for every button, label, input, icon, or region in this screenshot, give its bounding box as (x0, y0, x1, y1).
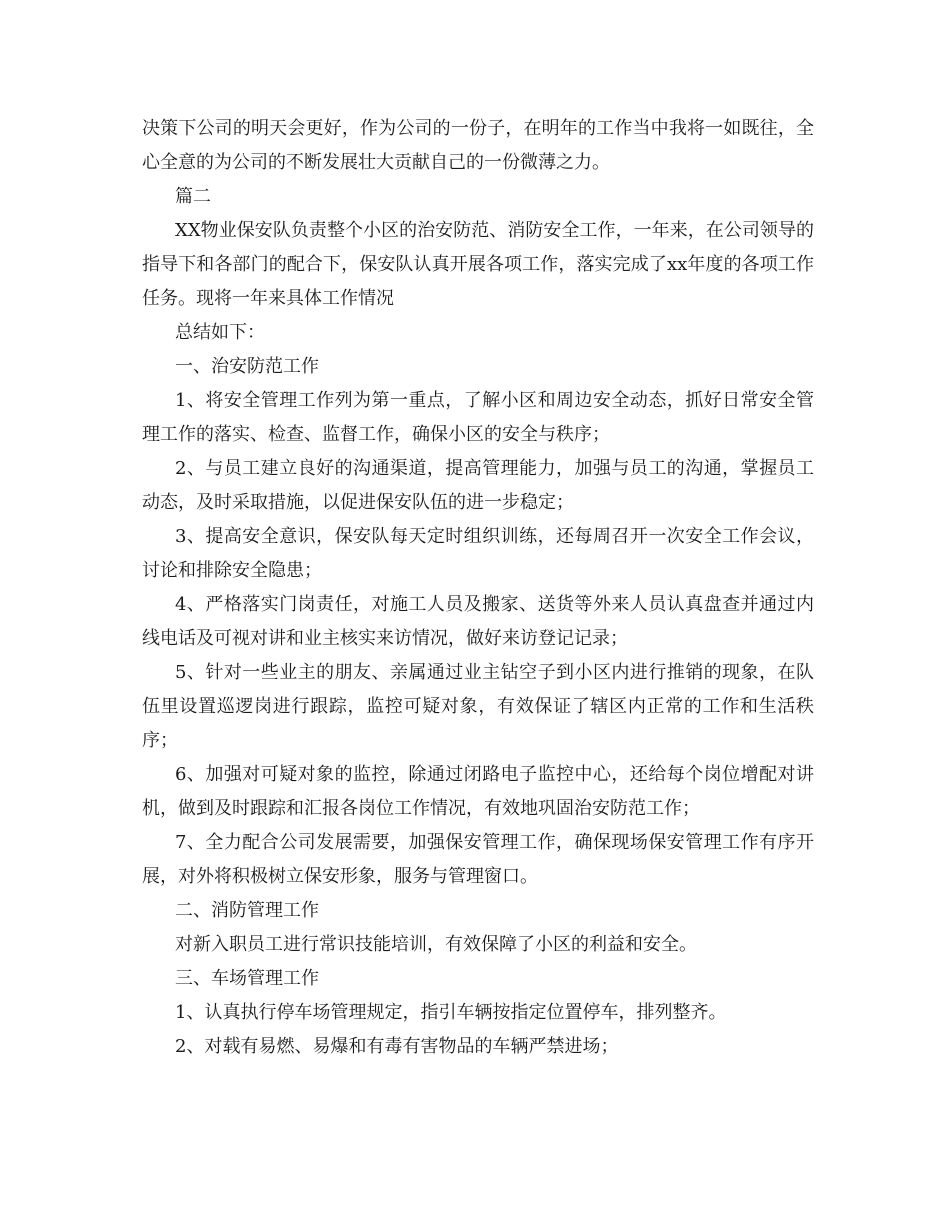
section-heading-part-two: 篇二 (175, 186, 211, 207)
list-item-parking-2: 2、对载有易燃、易爆和有毒有害物品的车辆严禁进场； (175, 1036, 619, 1057)
paragraph-overview: XX物业保安队负责整个小区的治安防范、消防安全工作，一年来，在公司领导的指导下和各部门的配合下，保安队认真开展各项工作，落实完成了xx年度的各项工作任务。现将一年来具体工作情况 (142, 220, 814, 309)
heading-fire-safety: 二、消防管理工作 (175, 900, 319, 921)
list-item-security-4: 4、严格落实门岗责任，对施工人员及搬家、送货等外来人员认真盘查并通过内线电话及可视对讲和业主核实来访情况，做好来访登记记录； (142, 594, 814, 649)
paragraph-fire-training: 对新入职员工进行常识技能培训，有效保障了小区的利益和安全。 (175, 934, 697, 955)
document-body (142, 112, 814, 1064)
heading-parking: 三、车场管理工作 (175, 968, 319, 989)
paragraph-intro-continuation: 决策下公司的明天会更好，作为公司的一份子，在明年的工作当中我将一如既往，全心全意的为公司的不断发展壮大贡献自己的一份微薄之力。 (142, 118, 814, 173)
list-item-parking-1: 1、认真执行停车场管理规定，指引车辆按指定位置停车，排列整齐。 (175, 1002, 727, 1023)
list-item-security-5: 5、针对一些业主的朋友、亲属通过业主钻空子到小区内进行推销的现象，在队伍里设置巡逻岗进行跟踪，监控可疑对象，有效保证了辖区内正常的工作和生活秩序； (142, 662, 814, 751)
list-item-security-3: 3、提高安全意识，保安队每天定时组织训练，还每周召开一次安全工作会议，讨论和排除安全隐患； (142, 526, 814, 581)
list-item-security-7: 7、全力配合公司发展需要，加强保安管理工作，确保现场保安管理工作有序开展，对外将积极树立保安形象，服务与管理窗口。 (142, 832, 814, 887)
list-item-security-1: 1、将安全管理工作列为第一重点，了解小区和周边安全动态，抓好日常安全管理工作的落实、检查、监督工作，确保小区的安全与秩序； (142, 390, 814, 445)
heading-public-security: 一、治安防范工作 (175, 356, 319, 377)
list-item-security-2: 2、与员工建立良好的沟通渠道，提高管理能力，加强与员工的沟通，掌握员工动态，及时采取措施，以促进保安队伍的进一步稳定； (142, 458, 814, 513)
list-item-security-6: 6、加强对可疑对象的监控，除通过闭路电子监控中心，还给每个岗位增配对讲机，做到及时跟踪和汇报各岗位工作情况，有效地巩固治安防范工作； (142, 764, 814, 819)
paragraph-summary-lead: 总结如下： (175, 322, 265, 343)
